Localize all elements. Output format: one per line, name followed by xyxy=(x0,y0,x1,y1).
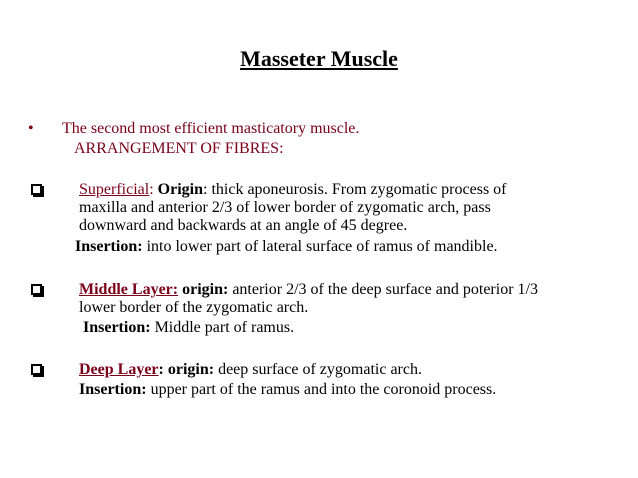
superficial-origin-text: : thick aponeurosis. From zygomatic process of xyxy=(203,181,507,198)
deep-insertion-label: Insertion: xyxy=(79,381,147,398)
deep-insertion-text: upper part of the ramus and into the coronoid process. xyxy=(146,381,497,398)
middle-line-2: lower border of the zygomatic arch. xyxy=(79,299,309,316)
checkbox-bullet-icon xyxy=(31,184,42,195)
checkbox-bullet-icon xyxy=(31,364,42,375)
middle-insertion-label: Insertion: xyxy=(83,319,151,336)
deep-insertion xyxy=(79,381,496,399)
middle-insertion-text: Middle part of ramus. xyxy=(150,319,295,336)
deep-origin-text: deep surface of zygomatic arch. xyxy=(214,361,422,378)
middle-line-1 xyxy=(79,281,538,299)
deep-name: Deep Layer xyxy=(79,361,159,378)
superficial-line-2: maxilla and anterior 2/3 of lower border of zygomatic arch, pass xyxy=(79,199,491,216)
deep-line-1 xyxy=(79,361,422,379)
deep-origin-label: : origin: xyxy=(158,361,215,378)
bullet-dot: • xyxy=(28,120,34,137)
slide-title: Masseter Muscle xyxy=(240,46,398,71)
middle-name: Middle Layer: xyxy=(79,281,179,298)
superficial-line-1 xyxy=(79,181,507,199)
checkbox-bullet-icon xyxy=(31,284,42,295)
superficial-line-3: downward and backwards at an angle of 45 degree. xyxy=(79,217,408,234)
middle-origin-text: anterior 2/3 of the deep surface and poterior 1/3 xyxy=(228,281,538,298)
arrangement-heading: ARRANGEMENT OF FIBRES: xyxy=(74,140,284,157)
superficial-insertion xyxy=(75,238,498,256)
superficial-colon: : xyxy=(149,181,154,198)
superficial-insertion-label: Insertion: xyxy=(75,238,143,255)
superficial-insertion-text: into lower part of lateral surface of ramus of mandible. xyxy=(142,238,498,255)
intro-line: The second most efficient masticatory muscle. xyxy=(62,120,360,137)
middle-origin-label: origin: xyxy=(182,281,229,298)
superficial-name: Superficial xyxy=(79,181,150,198)
middle-insertion xyxy=(83,319,294,337)
superficial-origin-label: Origin xyxy=(157,181,203,198)
